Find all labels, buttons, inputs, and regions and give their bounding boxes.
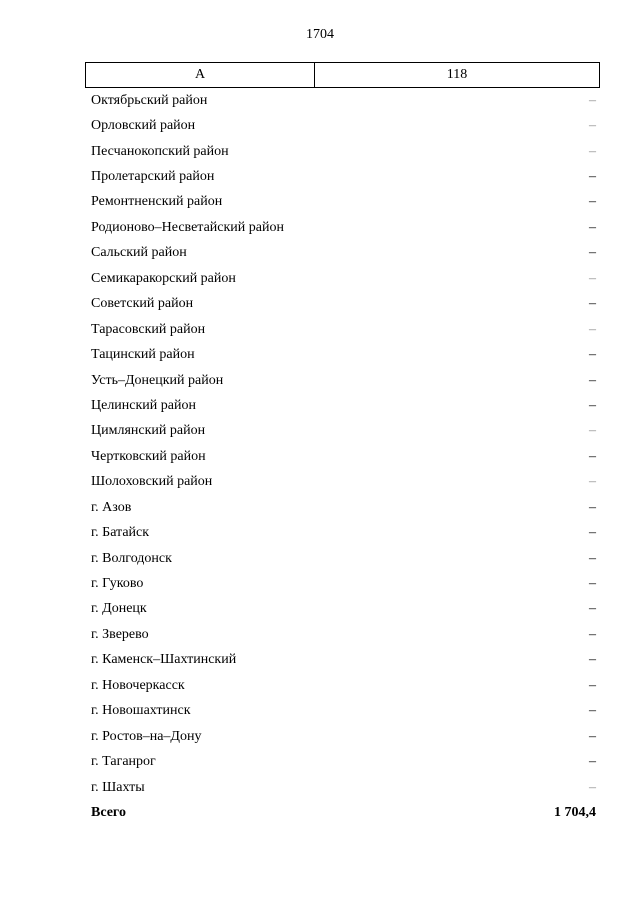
- row-name: г. Азов: [91, 499, 132, 515]
- table-row: [91, 419, 596, 444]
- table-row: [91, 164, 596, 189]
- row-name: Ремонтненский район: [91, 194, 223, 210]
- table-row: [91, 699, 596, 724]
- table-row: [91, 393, 596, 418]
- row-value: –: [589, 143, 596, 159]
- row-name: Семикаракорский район: [91, 270, 236, 286]
- table-row: [91, 292, 596, 317]
- row-name: г. Каменск–Шахтинский: [91, 652, 237, 668]
- row-value: –: [589, 550, 596, 566]
- table-row: [91, 775, 596, 800]
- row-name: Тацинский район: [91, 347, 195, 363]
- table-row: [91, 724, 596, 749]
- table-row: [91, 597, 596, 622]
- row-value: –: [589, 92, 596, 108]
- row-name: г. Новочеркасск: [91, 677, 185, 693]
- row-name: г. Ростов–на–Дону: [91, 728, 202, 744]
- row-value: –: [589, 347, 596, 363]
- row-value: –: [589, 397, 596, 413]
- table-row: [91, 673, 596, 698]
- row-name: Сальский район: [91, 245, 187, 261]
- table-row: [91, 88, 596, 113]
- row-value: –: [589, 423, 596, 439]
- row-value: –: [589, 194, 596, 210]
- row-value: –: [589, 779, 596, 795]
- table-row: [91, 571, 596, 596]
- table-row: [91, 648, 596, 673]
- table-header: [85, 62, 600, 88]
- table-row: [91, 342, 596, 367]
- row-value: –: [589, 448, 596, 464]
- row-name: Орловский район: [91, 118, 196, 134]
- table-row: [91, 139, 596, 164]
- table-row: [91, 495, 596, 520]
- row-name: Шолоховский район: [91, 474, 213, 490]
- row-name: г. Шахты: [91, 779, 145, 795]
- table-row: [91, 444, 596, 469]
- row-value: –: [589, 474, 596, 490]
- row-name: Октябрьский район: [91, 92, 208, 108]
- total-value: 1 704,4: [554, 804, 596, 820]
- row-value: –: [589, 677, 596, 693]
- row-value: –: [589, 601, 596, 617]
- table-row: [91, 190, 596, 215]
- table-row: [91, 113, 596, 138]
- row-value: –: [589, 296, 596, 312]
- row-name: Цимлянский район: [91, 423, 206, 439]
- row-value: –: [589, 118, 596, 134]
- row-name: Советский район: [91, 296, 194, 312]
- row-value: –: [589, 728, 596, 744]
- table-total-row: [91, 800, 596, 825]
- row-name: г. Гуково: [91, 576, 144, 592]
- row-value: –: [589, 372, 596, 388]
- header-cell-a: А: [86, 63, 315, 87]
- row-name: г. Новошахтинск: [91, 703, 191, 719]
- table-row: [91, 470, 596, 495]
- row-value: –: [589, 169, 596, 185]
- table-row: [91, 215, 596, 240]
- row-value: –: [589, 245, 596, 261]
- table-row: [91, 241, 596, 266]
- row-value: –: [589, 270, 596, 286]
- table-row: [91, 368, 596, 393]
- row-name: г. Таганрог: [91, 754, 156, 770]
- total-label: Всего: [91, 804, 126, 820]
- table-row: [91, 266, 596, 291]
- row-name: Тарасовский район: [91, 321, 206, 337]
- row-name: г. Волгодонск: [91, 550, 172, 566]
- page-number: 1704: [306, 27, 334, 42]
- row-name: г. Зверево: [91, 626, 149, 642]
- row-name: Песчанокопский район: [91, 143, 229, 159]
- table-row: [91, 317, 596, 342]
- table-row: [91, 546, 596, 571]
- row-value: –: [589, 754, 596, 770]
- row-value: –: [589, 321, 596, 337]
- row-name: Усть–Донецкий район: [91, 372, 224, 388]
- row-value: –: [589, 219, 596, 235]
- row-name: Чертковский район: [91, 448, 206, 464]
- table-body: [91, 88, 596, 826]
- row-value: –: [589, 576, 596, 592]
- row-value: –: [589, 703, 596, 719]
- row-value: –: [589, 652, 596, 668]
- header-cell-118: 118: [446, 67, 468, 82]
- row-name: Пролетарский район: [91, 169, 215, 185]
- row-value: –: [589, 525, 596, 541]
- row-name: г. Донецк: [91, 601, 147, 617]
- table-row: [91, 622, 596, 647]
- row-name: Родионово–Несветайский район: [91, 219, 284, 235]
- row-value: –: [589, 626, 596, 642]
- row-name: Целинский район: [91, 397, 196, 413]
- row-name: г. Батайск: [91, 525, 150, 541]
- table-row: [91, 520, 596, 545]
- table-row: [91, 749, 596, 774]
- row-value: –: [589, 499, 596, 515]
